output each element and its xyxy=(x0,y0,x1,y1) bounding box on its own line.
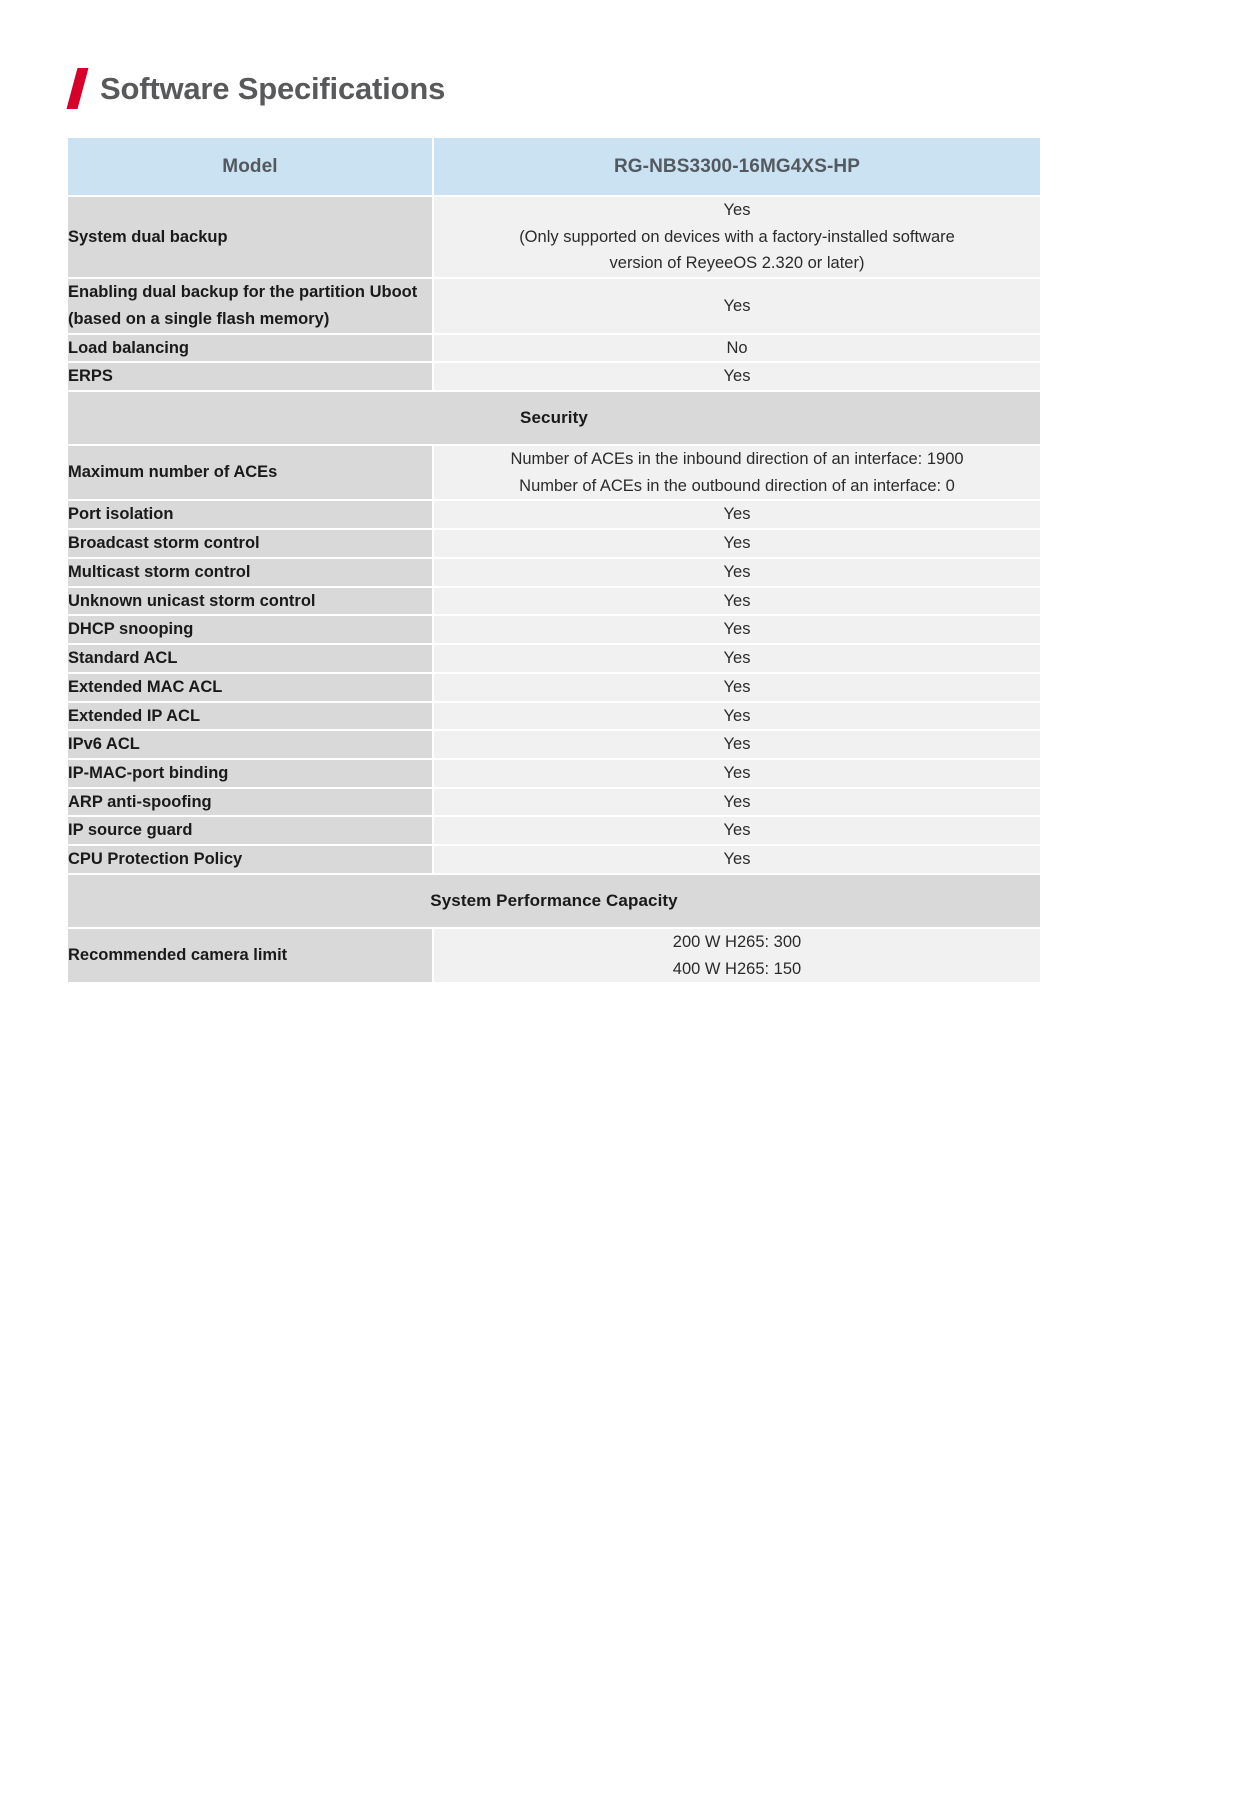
table-row xyxy=(68,817,1040,844)
row-value xyxy=(434,645,1040,672)
table-row xyxy=(68,530,1040,557)
row-value-line: Yes xyxy=(723,505,751,524)
row-label: System dual backup xyxy=(68,197,434,277)
row-value xyxy=(434,760,1040,787)
specifications-page xyxy=(0,62,1240,1816)
row-value xyxy=(434,817,1040,844)
row-value xyxy=(434,335,1040,362)
row-value xyxy=(434,789,1040,816)
row-value xyxy=(434,846,1040,873)
table-row xyxy=(68,501,1040,528)
column-header-product: RG-NBS3300-16MG4XS-HP xyxy=(434,138,1040,195)
row-value-line: Number of ACEs in the inbound direction of an interface: 1900 xyxy=(510,450,964,469)
row-value-line: Yes xyxy=(723,591,751,610)
row-value xyxy=(434,588,1040,615)
section-header-row xyxy=(68,875,1040,927)
row-value xyxy=(434,703,1040,730)
row-value-line: 400 W H265: 150 xyxy=(672,959,802,978)
row-value-line: Yes xyxy=(723,706,751,725)
table-row xyxy=(68,559,1040,586)
row-value-line: Yes xyxy=(723,850,751,869)
table-row xyxy=(68,760,1040,787)
row-value xyxy=(434,197,1040,277)
row-value xyxy=(434,616,1040,643)
row-value-line: Yes xyxy=(723,649,751,668)
row-value-line: Yes xyxy=(723,367,751,386)
table-row xyxy=(68,731,1040,758)
row-label: Recommended camera limit xyxy=(68,929,434,982)
row-label: Broadcast storm control xyxy=(68,530,434,557)
table-row xyxy=(68,929,1040,982)
table-row xyxy=(68,674,1040,701)
table-row xyxy=(68,363,1040,390)
table-row xyxy=(68,616,1040,643)
row-label: IPv6 ACL xyxy=(68,731,434,758)
row-value xyxy=(434,446,1040,499)
row-label: DHCP snooping xyxy=(68,616,434,643)
table-row xyxy=(68,197,1040,277)
row-value-line: Yes xyxy=(723,201,751,219)
row-label: CPU Protection Policy xyxy=(68,846,434,873)
page-title xyxy=(68,62,1240,114)
row-value xyxy=(434,279,1040,332)
row-label: Maximum number of ACEs xyxy=(68,446,434,499)
row-value xyxy=(434,501,1040,528)
section-header-label: Security xyxy=(68,392,1040,444)
row-label: ERPS xyxy=(68,363,434,390)
column-header-model: Model xyxy=(68,138,434,195)
table-row xyxy=(68,645,1040,672)
row-value-line: Yes xyxy=(723,821,751,840)
row-label: Enabling dual backup for the partition Uboot (based on a single flash memory) xyxy=(68,279,434,332)
table-row xyxy=(68,335,1040,362)
row-value-line: Yes xyxy=(723,620,751,639)
row-value-line: Number of ACEs in the outbound direction of an interface: 0 xyxy=(519,476,955,495)
row-value xyxy=(434,731,1040,758)
row-value-line: Yes xyxy=(723,296,751,315)
row-label: Port isolation xyxy=(68,501,434,528)
row-label: Standard ACL xyxy=(68,645,434,672)
section-header-row xyxy=(68,392,1040,444)
row-label: IP source guard xyxy=(68,817,434,844)
red-slash-icon xyxy=(68,66,94,110)
table-row xyxy=(68,789,1040,816)
row-value xyxy=(434,530,1040,557)
row-value-line: Yes xyxy=(723,677,751,696)
table-row xyxy=(68,846,1040,873)
row-value xyxy=(434,559,1040,586)
table-row xyxy=(68,588,1040,615)
row-label: Multicast storm control xyxy=(68,559,434,586)
row-value-line: Yes xyxy=(723,735,751,754)
row-value xyxy=(434,363,1040,390)
software-specifications-table xyxy=(68,136,1040,984)
row-value xyxy=(434,674,1040,701)
row-label: Unknown unicast storm control xyxy=(68,588,434,615)
row-value-line: version of ReyeeOS 2.320 or later) xyxy=(609,254,865,273)
section-header-label: System Performance Capacity xyxy=(68,875,1040,927)
table-body xyxy=(68,197,1040,982)
row-value-line: No xyxy=(726,338,748,357)
row-value-line: 200 W H265: 300 xyxy=(672,932,802,951)
row-value-line: Yes xyxy=(723,792,751,811)
row-label: Load balancing xyxy=(68,335,434,362)
row-value-line: Yes xyxy=(723,763,751,782)
row-label: IP-MAC-port binding xyxy=(68,760,434,787)
table-row xyxy=(68,703,1040,730)
row-label: Extended IP ACL xyxy=(68,703,434,730)
page-title-text: Software Specifications xyxy=(100,70,446,106)
row-label: ARP anti-spoofing xyxy=(68,789,434,816)
table-row xyxy=(68,446,1040,499)
table-header xyxy=(68,138,1040,195)
row-label: Extended MAC ACL xyxy=(68,674,434,701)
row-value-line: Yes xyxy=(723,562,751,581)
row-value-line: Yes xyxy=(723,534,751,553)
table-header-row xyxy=(68,138,1040,195)
row-value-line: (Only supported on devices with a factory-installed software xyxy=(519,227,955,246)
row-value xyxy=(434,929,1040,982)
table-row xyxy=(68,279,1040,332)
